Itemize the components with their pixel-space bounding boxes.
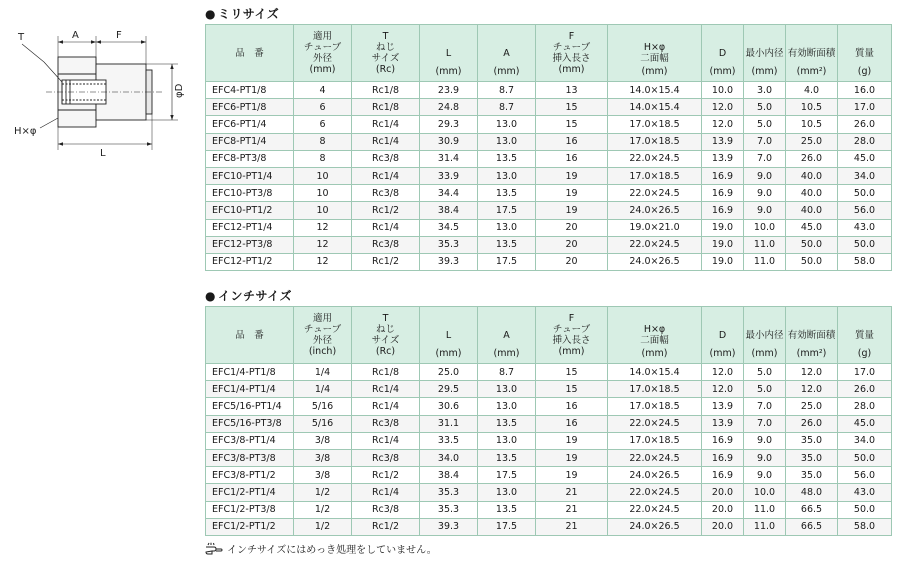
cell-thread-size: Rc1/4 xyxy=(352,133,420,150)
cell-thread-size: Rc3/8 xyxy=(352,415,420,432)
cell-mass: 17.0 xyxy=(838,99,892,116)
cell-thread-size: Rc1/8 xyxy=(352,99,420,116)
cell-tube-od: 10 xyxy=(294,185,352,202)
header-thread-size: T ねじ サイズ (Rc) xyxy=(352,25,420,82)
cell-length-a: 17.5 xyxy=(478,467,536,484)
bullet-icon: ● xyxy=(205,288,216,303)
cell-outer-d: 16.9 xyxy=(702,467,744,484)
table-row xyxy=(206,518,892,535)
cell-part-number: EFC6-PT1/8 xyxy=(206,99,294,116)
cell-effective-area: 40.0 xyxy=(786,185,838,202)
cell-insert-length-f: 20 xyxy=(536,219,608,236)
cell-min-id: 9.0 xyxy=(744,432,786,449)
cell-length-a: 17.5 xyxy=(478,518,536,535)
header-tube-od: 適用 チューブ 外径 (inch) xyxy=(294,307,352,364)
cell-tube-od: 1/2 xyxy=(294,518,352,535)
cell-min-id: 10.0 xyxy=(744,484,786,501)
cell-outer-d: 19.0 xyxy=(702,219,744,236)
cell-hex-width: 22.0×24.5 xyxy=(608,449,702,466)
header-tube-od: 適用 チューブ 外径 (mm) xyxy=(294,25,352,82)
cell-hex-width: 22.0×24.5 xyxy=(608,150,702,167)
cell-part-number: EFC12-PT1/2 xyxy=(206,253,294,270)
cell-part-number: EFC4-PT1/8 xyxy=(206,82,294,99)
table-row xyxy=(206,381,892,398)
cell-tube-od: 10 xyxy=(294,167,352,184)
table-row xyxy=(206,116,892,133)
cell-mass: 28.0 xyxy=(838,398,892,415)
header-d: D (mm) xyxy=(702,307,744,364)
cell-mass: 50.0 xyxy=(838,449,892,466)
header-a: A (mm) xyxy=(478,307,536,364)
cell-length-a: 8.7 xyxy=(478,99,536,116)
cell-part-number: EFC10-PT1/4 xyxy=(206,167,294,184)
cell-outer-d: 19.0 xyxy=(702,236,744,253)
footnote xyxy=(205,541,437,556)
cell-mass: 43.0 xyxy=(838,484,892,501)
cell-tube-od: 6 xyxy=(294,99,352,116)
cell-effective-area: 25.0 xyxy=(786,133,838,150)
cell-tube-od: 5/16 xyxy=(294,415,352,432)
cell-min-id: 11.0 xyxy=(744,518,786,535)
cell-mass: 56.0 xyxy=(838,467,892,484)
cell-length-a: 13.0 xyxy=(478,432,536,449)
cell-length-l: 34.0 xyxy=(420,449,478,466)
cell-thread-size: Rc3/8 xyxy=(352,236,420,253)
cell-hex-width: 19.0×21.0 xyxy=(608,219,702,236)
header-hex: H×φ 二面幅 (mm) xyxy=(608,307,702,364)
cell-hex-width: 22.0×24.5 xyxy=(608,484,702,501)
cell-outer-d: 16.9 xyxy=(702,185,744,202)
bullet-icon: ● xyxy=(205,6,216,21)
table-row xyxy=(206,202,892,219)
cell-tube-od: 8 xyxy=(294,133,352,150)
cell-mass: 50.0 xyxy=(838,501,892,518)
cell-outer-d: 16.9 xyxy=(702,449,744,466)
cell-effective-area: 35.0 xyxy=(786,432,838,449)
cell-mass: 28.0 xyxy=(838,133,892,150)
table-row xyxy=(206,133,892,150)
header-l: L (mm) xyxy=(420,307,478,364)
cell-outer-d: 13.9 xyxy=(702,150,744,167)
cell-hex-width: 24.0×26.5 xyxy=(608,253,702,270)
table-row xyxy=(206,364,892,381)
cell-effective-area: 66.5 xyxy=(786,501,838,518)
cell-outer-d: 16.9 xyxy=(702,432,744,449)
header-mass: 質量 (g) xyxy=(838,25,892,82)
cell-effective-area: 26.0 xyxy=(786,415,838,432)
diagram-label-a: A xyxy=(72,30,79,41)
cell-length-l: 30.9 xyxy=(420,133,478,150)
table-header-row xyxy=(206,25,892,82)
cell-tube-od: 1/4 xyxy=(294,364,352,381)
cell-insert-length-f: 15 xyxy=(536,364,608,381)
cell-min-id: 5.0 xyxy=(744,99,786,116)
cell-tube-od: 3/8 xyxy=(294,432,352,449)
cell-outer-d: 13.9 xyxy=(702,398,744,415)
header-f: F チューブ 挿入長さ (mm) xyxy=(536,25,608,82)
cell-length-l: 33.9 xyxy=(420,167,478,184)
cell-hex-width: 24.0×26.5 xyxy=(608,467,702,484)
cell-length-l: 31.1 xyxy=(420,415,478,432)
section-title-inch: ● インチサイズ xyxy=(205,288,293,303)
cell-thread-size: Rc1/8 xyxy=(352,364,420,381)
cell-mass: 17.0 xyxy=(838,364,892,381)
cell-length-l: 39.3 xyxy=(420,253,478,270)
cell-part-number: EFC12-PT1/4 xyxy=(206,219,294,236)
cell-min-id: 10.0 xyxy=(744,219,786,236)
footnote-text: インチサイズにはめっき処理をしていません。 xyxy=(227,545,437,556)
cell-length-a: 13.0 xyxy=(478,398,536,415)
table-row xyxy=(206,185,892,202)
cell-part-number: EFC12-PT3/8 xyxy=(206,236,294,253)
cell-thread-size: Rc1/2 xyxy=(352,253,420,270)
cell-outer-d: 12.0 xyxy=(702,364,744,381)
cell-effective-area: 12.0 xyxy=(786,381,838,398)
header-a: A (mm) xyxy=(478,25,536,82)
cell-effective-area: 12.0 xyxy=(786,364,838,381)
cell-part-number: EFC3/8-PT1/2 xyxy=(206,467,294,484)
cell-thread-size: Rc3/8 xyxy=(352,150,420,167)
table-row xyxy=(206,82,892,99)
cell-effective-area: 10.5 xyxy=(786,116,838,133)
cell-length-l: 31.4 xyxy=(420,150,478,167)
cell-effective-area: 35.0 xyxy=(786,449,838,466)
cell-outer-d: 16.9 xyxy=(702,167,744,184)
cell-insert-length-f: 19 xyxy=(536,202,608,219)
cell-mass: 34.0 xyxy=(838,432,892,449)
cell-outer-d: 16.9 xyxy=(702,202,744,219)
cell-thread-size: Rc1/2 xyxy=(352,518,420,535)
header-l: L (mm) xyxy=(420,25,478,82)
cell-part-number: EFC10-PT1/2 xyxy=(206,202,294,219)
cell-length-a: 13.0 xyxy=(478,381,536,398)
cell-length-a: 8.7 xyxy=(478,364,536,381)
cell-tube-od: 12 xyxy=(294,236,352,253)
cell-min-id: 9.0 xyxy=(744,449,786,466)
cell-effective-area: 48.0 xyxy=(786,484,838,501)
table-row xyxy=(206,253,892,270)
inch-spec-table xyxy=(205,306,892,536)
cell-outer-d: 12.0 xyxy=(702,381,744,398)
table-row xyxy=(206,398,892,415)
cell-tube-od: 5/16 xyxy=(294,398,352,415)
cell-thread-size: Rc1/2 xyxy=(352,467,420,484)
cell-min-id: 9.0 xyxy=(744,467,786,484)
header-part-number: 品 番 xyxy=(206,307,294,364)
cell-insert-length-f: 15 xyxy=(536,116,608,133)
cell-insert-length-f: 15 xyxy=(536,381,608,398)
cell-min-id: 11.0 xyxy=(744,236,786,253)
header-min-id: 最小内径 (mm) xyxy=(744,307,786,364)
cell-hex-width: 17.0×18.5 xyxy=(608,432,702,449)
cell-thread-size: Rc1/4 xyxy=(352,381,420,398)
cell-min-id: 9.0 xyxy=(744,167,786,184)
cell-insert-length-f: 21 xyxy=(536,484,608,501)
cell-length-l: 30.6 xyxy=(420,398,478,415)
cell-length-a: 13.5 xyxy=(478,449,536,466)
cell-hex-width: 22.0×24.5 xyxy=(608,185,702,202)
cell-length-l: 25.0 xyxy=(420,364,478,381)
cell-min-id: 7.0 xyxy=(744,133,786,150)
cell-hex-width: 17.0×18.5 xyxy=(608,116,702,133)
cell-min-id: 7.0 xyxy=(744,398,786,415)
cell-thread-size: Rc1/4 xyxy=(352,398,420,415)
cell-min-id: 7.0 xyxy=(744,150,786,167)
cell-insert-length-f: 21 xyxy=(536,518,608,535)
cell-length-l: 29.5 xyxy=(420,381,478,398)
cell-effective-area: 50.0 xyxy=(786,236,838,253)
header-hex: H×φ 二面幅 (mm) xyxy=(608,25,702,82)
header-effective-area: 有効断面積 (mm²) xyxy=(786,25,838,82)
cell-hex-width: 22.0×24.5 xyxy=(608,501,702,518)
cell-hex-width: 17.0×18.5 xyxy=(608,167,702,184)
cell-part-number: EFC3/8-PT3/8 xyxy=(206,449,294,466)
cell-length-l: 35.3 xyxy=(420,236,478,253)
cell-length-a: 17.5 xyxy=(478,253,536,270)
cell-hex-width: 17.0×18.5 xyxy=(608,381,702,398)
diagram-label-d: φD xyxy=(174,83,185,98)
cell-outer-d: 19.0 xyxy=(702,253,744,270)
cell-tube-od: 3/8 xyxy=(294,467,352,484)
cell-effective-area: 26.0 xyxy=(786,150,838,167)
cell-insert-length-f: 19 xyxy=(536,467,608,484)
diagram-label-hphi: H×φ xyxy=(14,126,37,137)
cell-mass: 58.0 xyxy=(838,518,892,535)
cell-length-l: 23.9 xyxy=(420,82,478,99)
cell-effective-area: 66.5 xyxy=(786,518,838,535)
cell-tube-od: 3/8 xyxy=(294,449,352,466)
table-row xyxy=(206,236,892,253)
cell-min-id: 5.0 xyxy=(744,364,786,381)
cell-mass: 50.0 xyxy=(838,236,892,253)
cell-thread-size: Rc1/4 xyxy=(352,432,420,449)
cell-length-a: 8.7 xyxy=(478,82,536,99)
table-row xyxy=(206,501,892,518)
cell-effective-area: 40.0 xyxy=(786,167,838,184)
cell-insert-length-f: 19 xyxy=(536,167,608,184)
table-row xyxy=(206,467,892,484)
cell-mass: 26.0 xyxy=(838,116,892,133)
cell-length-a: 13.0 xyxy=(478,484,536,501)
diagram-label-t: T xyxy=(18,32,25,43)
cell-effective-area: 25.0 xyxy=(786,398,838,415)
cell-hex-width: 14.0×15.4 xyxy=(608,364,702,381)
cell-thread-size: Rc1/4 xyxy=(352,116,420,133)
cell-length-l: 35.3 xyxy=(420,484,478,501)
cell-min-id: 5.0 xyxy=(744,116,786,133)
cell-length-l: 34.5 xyxy=(420,219,478,236)
cell-tube-od: 4 xyxy=(294,82,352,99)
cell-effective-area: 10.5 xyxy=(786,99,838,116)
table-row xyxy=(206,415,892,432)
cell-outer-d: 13.9 xyxy=(702,415,744,432)
cell-length-a: 13.0 xyxy=(478,167,536,184)
cell-tube-od: 12 xyxy=(294,253,352,270)
cell-part-number: EFC1/2-PT3/8 xyxy=(206,501,294,518)
cell-length-l: 35.3 xyxy=(420,501,478,518)
cell-outer-d: 12.0 xyxy=(702,99,744,116)
cell-length-l: 38.4 xyxy=(420,202,478,219)
cell-mass: 43.0 xyxy=(838,219,892,236)
cell-insert-length-f: 13 xyxy=(536,82,608,99)
cell-tube-od: 1/4 xyxy=(294,381,352,398)
cell-insert-length-f: 19 xyxy=(536,432,608,449)
header-f: F チューブ 挿入長さ (mm) xyxy=(536,307,608,364)
cell-part-number: EFC3/8-PT1/4 xyxy=(206,432,294,449)
cell-insert-length-f: 16 xyxy=(536,415,608,432)
fitting-dimension-diagram xyxy=(0,22,200,162)
cell-hex-width: 24.0×26.5 xyxy=(608,518,702,535)
cell-min-id: 9.0 xyxy=(744,185,786,202)
cell-thread-size: Rc3/8 xyxy=(352,449,420,466)
cell-insert-length-f: 20 xyxy=(536,236,608,253)
cell-length-a: 13.5 xyxy=(478,501,536,518)
cell-hex-width: 22.0×24.5 xyxy=(608,415,702,432)
cell-mass: 50.0 xyxy=(838,185,892,202)
cell-min-id: 11.0 xyxy=(744,253,786,270)
metric-spec-table xyxy=(205,24,892,271)
cell-part-number: EFC1/4-PT1/4 xyxy=(206,381,294,398)
cell-mass: 16.0 xyxy=(838,82,892,99)
pointing-hand-icon xyxy=(205,542,223,556)
table-row xyxy=(206,484,892,501)
cell-min-id: 9.0 xyxy=(744,202,786,219)
table-row xyxy=(206,150,892,167)
cell-length-l: 29.3 xyxy=(420,116,478,133)
cell-insert-length-f: 21 xyxy=(536,501,608,518)
header-mass: 質量 (g) xyxy=(838,307,892,364)
cell-length-a: 13.0 xyxy=(478,116,536,133)
cell-hex-width: 22.0×24.5 xyxy=(608,236,702,253)
header-d: D (mm) xyxy=(702,25,744,82)
cell-insert-length-f: 15 xyxy=(536,99,608,116)
cell-min-id: 7.0 xyxy=(744,415,786,432)
cell-part-number: EFC5/16-PT1/4 xyxy=(206,398,294,415)
cell-thread-size: Rc1/4 xyxy=(352,167,420,184)
table-row xyxy=(206,449,892,466)
table-row xyxy=(206,432,892,449)
cell-part-number: EFC8-PT3/8 xyxy=(206,150,294,167)
cell-insert-length-f: 19 xyxy=(536,185,608,202)
cell-hex-width: 14.0×15.4 xyxy=(608,99,702,116)
cell-length-l: 39.3 xyxy=(420,518,478,535)
cell-length-a: 13.0 xyxy=(478,133,536,150)
cell-mass: 45.0 xyxy=(838,150,892,167)
cell-insert-length-f: 19 xyxy=(536,449,608,466)
cell-outer-d: 13.9 xyxy=(702,133,744,150)
cell-length-l: 33.5 xyxy=(420,432,478,449)
cell-length-l: 34.4 xyxy=(420,185,478,202)
cell-part-number: EFC1/4-PT1/8 xyxy=(206,364,294,381)
cell-mass: 34.0 xyxy=(838,167,892,184)
cell-tube-od: 12 xyxy=(294,219,352,236)
cell-part-number: EFC6-PT1/4 xyxy=(206,116,294,133)
cell-insert-length-f: 16 xyxy=(536,133,608,150)
table-row xyxy=(206,219,892,236)
cell-part-number: EFC5/16-PT3/8 xyxy=(206,415,294,432)
header-effective-area: 有効断面積 (mm²) xyxy=(786,307,838,364)
cell-outer-d: 20.0 xyxy=(702,484,744,501)
cell-insert-length-f: 20 xyxy=(536,253,608,270)
cell-part-number: EFC1/2-PT1/4 xyxy=(206,484,294,501)
cell-effective-area: 35.0 xyxy=(786,467,838,484)
diagram-label-f: F xyxy=(116,30,122,41)
cell-hex-width: 14.0×15.4 xyxy=(608,82,702,99)
cell-mass: 56.0 xyxy=(838,202,892,219)
cell-min-id: 5.0 xyxy=(744,381,786,398)
cell-insert-length-f: 16 xyxy=(536,398,608,415)
cell-tube-od: 1/2 xyxy=(294,484,352,501)
cell-length-a: 13.0 xyxy=(478,219,536,236)
header-thread-size: T ねじ サイズ (Rc) xyxy=(352,307,420,364)
cell-outer-d: 12.0 xyxy=(702,116,744,133)
cell-length-a: 17.5 xyxy=(478,202,536,219)
cell-outer-d: 10.0 xyxy=(702,82,744,99)
cell-effective-area: 4.0 xyxy=(786,82,838,99)
cell-effective-area: 50.0 xyxy=(786,253,838,270)
table-row xyxy=(206,167,892,184)
cell-length-l: 24.8 xyxy=(420,99,478,116)
cell-part-number: EFC10-PT3/8 xyxy=(206,185,294,202)
cell-hex-width: 24.0×26.5 xyxy=(608,202,702,219)
cell-thread-size: Rc3/8 xyxy=(352,185,420,202)
header-min-id: 最小内径 (mm) xyxy=(744,25,786,82)
cell-thread-size: Rc1/4 xyxy=(352,219,420,236)
cell-mass: 26.0 xyxy=(838,381,892,398)
cell-tube-od: 1/2 xyxy=(294,501,352,518)
cell-outer-d: 20.0 xyxy=(702,501,744,518)
cell-thread-size: Rc1/4 xyxy=(352,484,420,501)
cell-length-a: 13.5 xyxy=(478,415,536,432)
table-row xyxy=(206,99,892,116)
cell-tube-od: 10 xyxy=(294,202,352,219)
header-part-number: 品 番 xyxy=(206,25,294,82)
cell-length-a: 13.5 xyxy=(478,236,536,253)
cell-tube-od: 6 xyxy=(294,116,352,133)
diagram-label-l: L xyxy=(100,148,106,159)
cell-length-a: 13.5 xyxy=(478,150,536,167)
cell-hex-width: 17.0×18.5 xyxy=(608,133,702,150)
cell-length-a: 13.5 xyxy=(478,185,536,202)
cell-part-number: EFC1/2-PT1/2 xyxy=(206,518,294,535)
cell-min-id: 11.0 xyxy=(744,501,786,518)
cell-thread-size: Rc1/8 xyxy=(352,82,420,99)
cell-hex-width: 17.0×18.5 xyxy=(608,398,702,415)
cell-effective-area: 45.0 xyxy=(786,219,838,236)
section-title-metric: ● ミリサイズ xyxy=(205,6,280,21)
cell-tube-od: 8 xyxy=(294,150,352,167)
cell-min-id: 3.0 xyxy=(744,82,786,99)
table-header-row xyxy=(206,307,892,364)
cell-thread-size: Rc3/8 xyxy=(352,501,420,518)
cell-outer-d: 20.0 xyxy=(702,518,744,535)
cell-mass: 58.0 xyxy=(838,253,892,270)
cell-mass: 45.0 xyxy=(838,415,892,432)
cell-effective-area: 40.0 xyxy=(786,202,838,219)
cell-length-l: 38.4 xyxy=(420,467,478,484)
cell-part-number: EFC8-PT1/4 xyxy=(206,133,294,150)
cell-insert-length-f: 16 xyxy=(536,150,608,167)
cell-thread-size: Rc1/2 xyxy=(352,202,420,219)
